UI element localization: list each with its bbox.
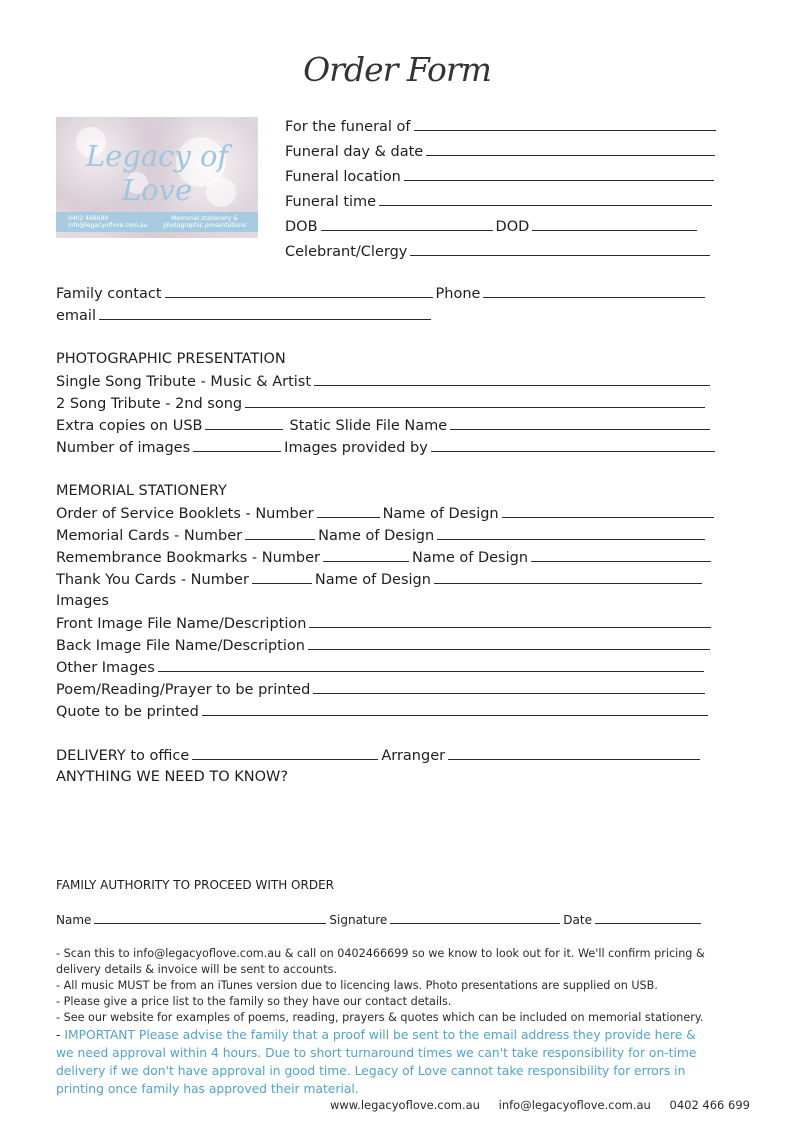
footer-website[interactable]: www.legacyoflove.com.au (330, 1098, 480, 1112)
delivery-field[interactable] (192, 745, 378, 760)
logo-phone: 0402 466699 (68, 215, 109, 222)
celebrant-field[interactable] (410, 241, 710, 256)
extra-usb-label: Extra copies on USB (56, 418, 203, 434)
front-image-row (56, 613, 714, 634)
bookmarks-design-field[interactable] (531, 547, 711, 562)
funeral-location-field[interactable] (404, 166, 714, 181)
name-label: Name (56, 913, 92, 927)
other-images-row (56, 657, 707, 678)
funeral-location-row (285, 166, 717, 187)
dod-field[interactable] (532, 216, 697, 231)
email-row (56, 305, 434, 326)
funeral-time-label: Funeral time (285, 194, 377, 210)
poem-field[interactable] (313, 679, 705, 694)
front-image-field[interactable] (309, 613, 711, 628)
delivery-label: DELIVERY to office (56, 748, 190, 764)
booklets-row (56, 503, 717, 524)
booklets-design-field[interactable] (502, 503, 714, 518)
back-image-row (56, 635, 713, 656)
booklets-number-field[interactable] (317, 503, 380, 518)
signature-field[interactable] (390, 912, 560, 924)
provided-by-label: Images provided by (284, 440, 428, 456)
other-images-field[interactable] (158, 657, 704, 672)
images-label: Images (56, 593, 109, 609)
funeral-for-label: For the funeral of (285, 119, 411, 135)
thankyou-label: Thank You Cards - Number (56, 572, 249, 588)
poem-label: Poem/Reading/Prayer to be printed (56, 682, 311, 698)
thankyou-design-field[interactable] (434, 569, 702, 584)
two-song-field[interactable] (245, 393, 705, 408)
single-song-row (56, 371, 713, 392)
extra-usb-row (56, 415, 713, 436)
funeral-day-label: Funeral day & date (285, 144, 424, 160)
dob-label: DOB (285, 219, 318, 235)
funeral-for-row (285, 116, 719, 137)
signature-label: Signature (329, 913, 388, 927)
logo-tagline-1: Memorial stationery & (171, 215, 238, 222)
cards-number-field[interactable] (245, 525, 315, 540)
stationery-heading: MEMORIAL STATIONERY (56, 483, 227, 499)
celebrant-row (285, 241, 713, 262)
provided-by-field[interactable] (431, 437, 715, 452)
single-song-field[interactable] (314, 371, 710, 386)
quote-row (56, 701, 711, 722)
static-slide-label: Static Slide File Name (289, 418, 448, 434)
dob-field[interactable] (321, 216, 493, 231)
bookmarks-number-field[interactable] (323, 547, 409, 562)
cards-design-field[interactable] (437, 525, 705, 540)
two-song-row (56, 393, 708, 414)
cards-row (56, 525, 708, 546)
number-images-row (56, 437, 718, 458)
phone-field[interactable] (483, 283, 705, 298)
family-contact-label: Family contact (56, 286, 162, 302)
back-image-label: Back Image File Name/Description (56, 638, 305, 654)
other-images-label: Other Images (56, 660, 155, 676)
single-song-label: Single Song Tribute - Music & Artist (56, 374, 312, 390)
bookmarks-design-label: Name of Design (411, 550, 529, 566)
footer-email[interactable]: info@legacyoflove.com.au (498, 1098, 651, 1112)
static-slide-field[interactable] (450, 415, 710, 430)
email-label: email (56, 308, 96, 324)
important-text: IMPORTANT Please advise the family that a proof will be sent to the email address they provide here & we need approval within 4 hours. Due to short turnaround times we can't take responsibility for on-time delivery if we don't have approval in good time. Legacy of Love cannot take responsibility for errors in printing once family has approved their material. (56, 1028, 697, 1096)
authority-row (56, 912, 704, 928)
quote-field[interactable] (202, 701, 708, 716)
number-images-field[interactable] (193, 437, 281, 452)
dob-dod-row (285, 216, 700, 237)
logo (56, 117, 258, 238)
arranger-label: Arranger (381, 748, 446, 764)
note-item: - All music MUST be from an iTunes version due to licencing laws. Photo presentations are supplied on USB. (56, 979, 658, 992)
photo-heading: PHOTOGRAPHIC PRESENTATION (56, 351, 286, 367)
logo-script-text: Legacy of Love (85, 139, 229, 207)
family-contact-field[interactable] (165, 283, 433, 298)
notes (56, 946, 716, 1098)
funeral-day-field[interactable] (426, 141, 715, 156)
arranger-field[interactable] (448, 745, 700, 760)
celebrant-label: Celebrant/Clergy (285, 244, 408, 260)
cards-label: Memorial Cards - Number (56, 528, 243, 544)
bookmarks-row (56, 547, 714, 568)
number-images-label: Number of images (56, 440, 191, 456)
funeral-location-label: Funeral location (285, 169, 401, 185)
name-field[interactable] (94, 912, 326, 924)
logo-band (56, 212, 258, 232)
logo-tagline-2: photographic presentations (163, 222, 246, 229)
logo-email: info@legacyoflove.com.au (68, 222, 148, 229)
email-field[interactable] (99, 305, 431, 320)
date-field[interactable] (595, 912, 701, 924)
funeral-day-row (285, 141, 718, 162)
bookmarks-label: Remembrance Bookmarks - Number (56, 550, 320, 566)
front-image-label: Front Image File Name/Description (56, 616, 307, 632)
footer (330, 1098, 765, 1112)
quote-label: Quote to be printed (56, 704, 199, 720)
note-item: - See our website for examples of poems, reading, prayers & quotes which can be included on memorial stationery. (56, 1011, 704, 1024)
authority-heading: FAMILY AUTHORITY TO PROCEED WITH ORDER (56, 878, 335, 892)
phone-label: Phone (435, 286, 481, 302)
important-note (56, 1026, 716, 1098)
thankyou-row (56, 569, 705, 590)
funeral-for-field[interactable] (414, 116, 716, 131)
family-contact-row (56, 283, 708, 304)
important-prefix: - (56, 1028, 65, 1042)
back-image-field[interactable] (308, 635, 710, 650)
note-item: - Scan this to info@legacyoflove.com.au & call on 0402466699 so we know to look out for it. We'll confirm pricing & delivery details & invoice will be sent to accounts. (56, 947, 705, 976)
date-label: Date (563, 913, 592, 927)
delivery-row (56, 745, 703, 766)
footer-phone: 0402 466 699 (669, 1098, 750, 1112)
extra-usb-field[interactable] (205, 415, 283, 430)
booklets-label: Order of Service Booklets - Number (56, 506, 314, 522)
anything-heading: ANYTHING WE NEED TO KNOW? (56, 769, 289, 785)
dod-label: DOD (495, 219, 530, 235)
page-title: Order Form (303, 50, 491, 89)
booklets-design-label: Name of Design (382, 506, 499, 522)
cards-design-label: Name of Design (318, 528, 435, 544)
poem-row (56, 679, 708, 700)
two-song-label: 2 Song Tribute - 2nd song (56, 396, 243, 412)
note-item: - Please give a price list to the family so they have our contact details. (56, 995, 452, 1008)
funeral-time-row (285, 191, 715, 212)
funeral-time-field[interactable] (379, 191, 712, 206)
thankyou-number-field[interactable] (252, 569, 312, 584)
thankyou-design-label: Name of Design (314, 572, 431, 588)
